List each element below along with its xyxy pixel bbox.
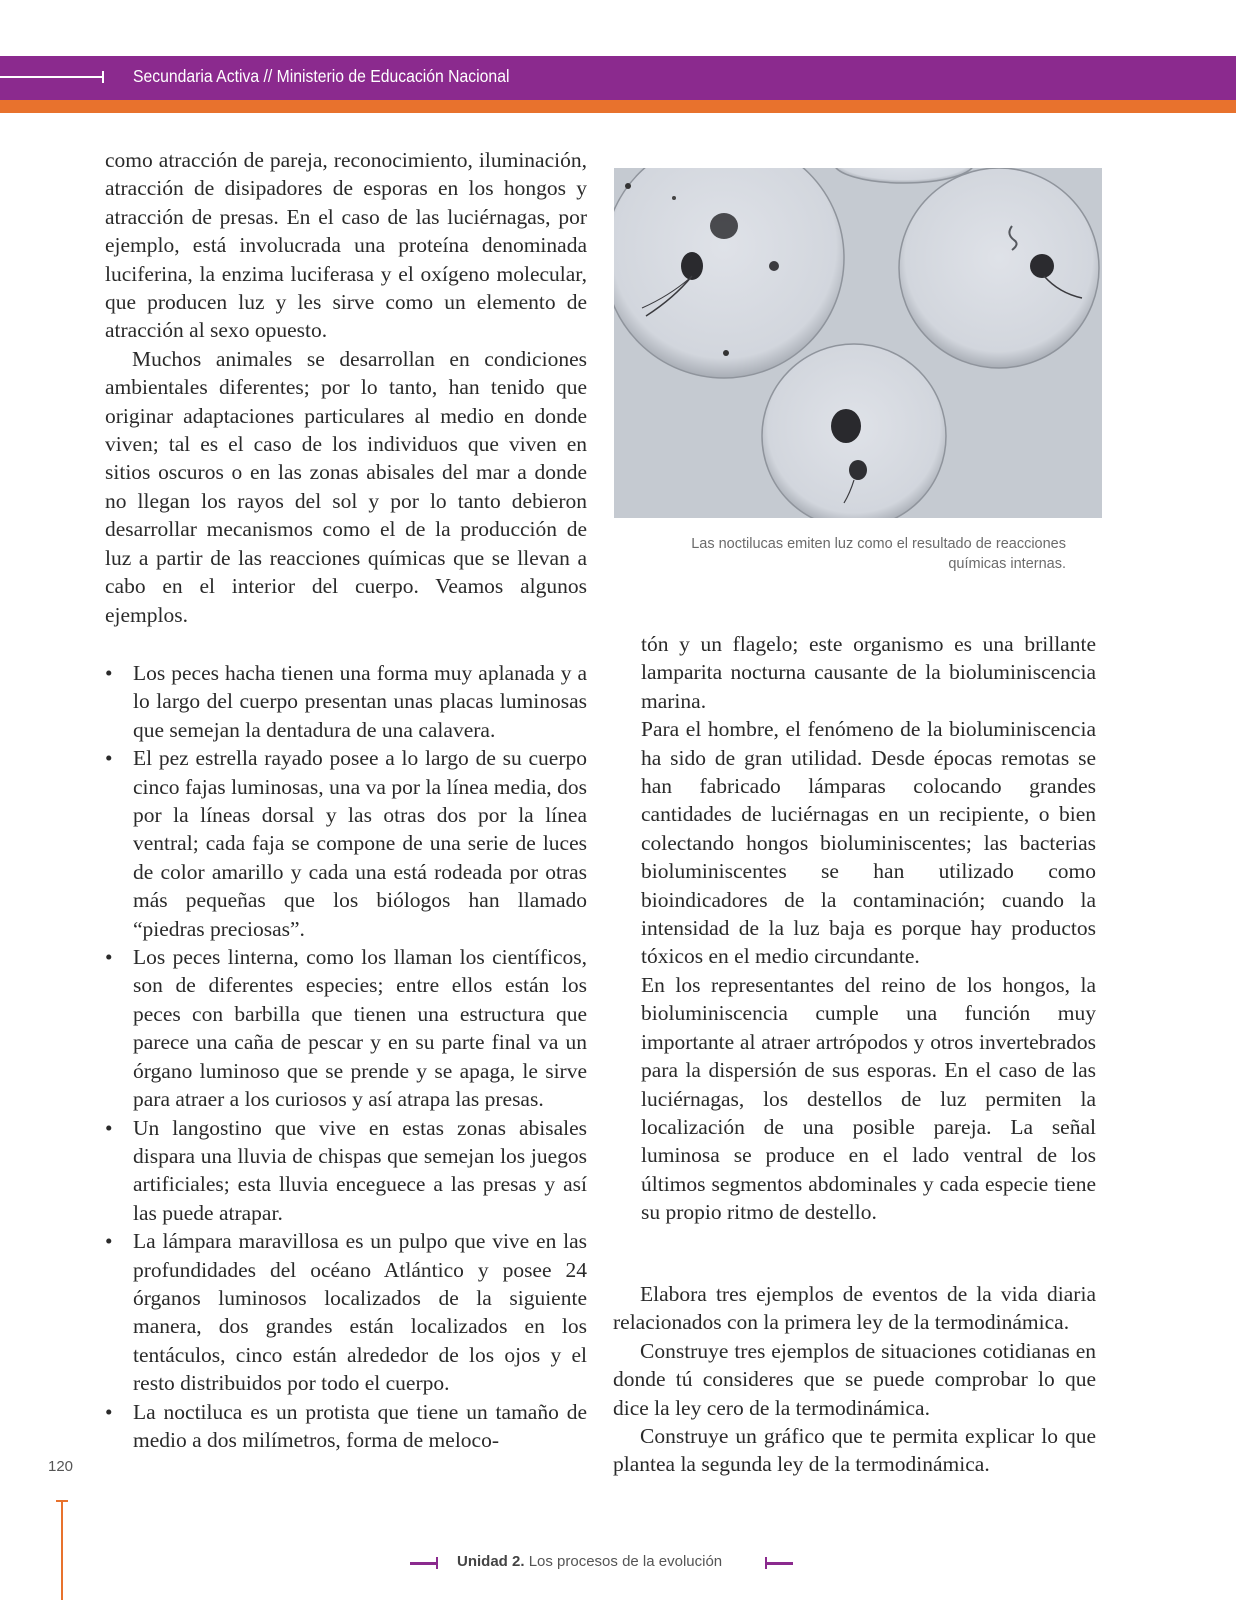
header-rule: [0, 76, 104, 78]
figure-caption: Las noctilucas emiten luz como el resultado de reacciones químicas internas.: [691, 536, 1066, 572]
footer-rule-left: [410, 1562, 438, 1565]
margin-rule: [61, 1500, 63, 1600]
paragraph: como atracción de pareja, reconocimiento, iluminación, atracción de disipadores de esporas en los hongos y atracción de presas. En el caso de las luciérnagas, por ejemplo, está involucrada una proteína denominada luciferina, la enzima luciferasa y el oxígeno molecular, que producen luz y les sirve como un elemento de atracción al sexo opuesto.: [105, 148, 587, 343]
header-rule-tick: [102, 71, 104, 83]
paragraph: Muchos animales se desarrollan en condiciones ambientales diferentes; por lo tanto, han tenido que originar adaptaciones particulares al medio en donde viven; tal es el caso de los individuos que viven en sitios oscuros o en las zonas abisales del mar a donde no llegan los rayos del sol y por lo tanto debieron desarrollar mecanismos como el de la producción de luz a partir de las reacciones químicas que se llevan a cabo en el interior del cuerpo. Veamos algunos ejemplos.: [105, 346, 587, 627]
bullet-icon: •: [105, 1229, 113, 1254]
list-item: • Un langostino que vive en estas zonas abisales dispara una lluvia de chispas que semejan los juegos artificiales; esta lluvia enceguece a las presas y así las puede atrapar.: [105, 1115, 587, 1225]
margin-rule-tick: [56, 1500, 68, 1502]
list-item: • El pez estrella rayado posee a lo largo de su cuerpo cinco fajas luminosas, una va por la línea media, dos por la líneas dorsal y las otras dos por la línea ventral; cada faja se compone de una serie de luces de color amarillo y cada una está rodeada por otras más pequeñas que los biólogos han llamado “piedras preciosas”.: [105, 746, 587, 941]
page-number: 120: [48, 1458, 74, 1475]
list-item: • La lámpara maravillosa es un pulpo que vive en las profundidades del océano Atlántico y posee 24 órganos luminosos localizados de la siguiente manera, dos grandes están localizados en los tentáculos, cinco están alrededor de los ojos y el resto distribuidos por todo el cuerpo.: [105, 1229, 587, 1396]
footer-rule-right: [765, 1562, 793, 1565]
footer-unit: Unidad 2.: [457, 1553, 525, 1570]
footer-rule-left-tick: [436, 1557, 438, 1569]
bullet-icon: •: [105, 1399, 113, 1424]
bullet-icon: •: [105, 945, 113, 970]
footer-unit-title: Los procesos de la evolución: [528, 1553, 723, 1570]
noctiluca-illustration: [614, 168, 1102, 518]
activity-item: Construye tres ejemplos de situaciones cotidianas en donde tú consideres que se puede comprobar lo que dice la ley cero de la termodinámica.: [613, 1338, 1096, 1420]
right-column: [641, 630, 1096, 1227]
header-accent-stripe: [0, 100, 1236, 113]
examples-list: [105, 659, 587, 1454]
bullet-icon: •: [105, 746, 113, 771]
footer: [410, 1553, 810, 1573]
list-item: • Los peces linterna, como los llaman los científicos, son de diferentes especies; entre ellos están los peces con barbilla que tienen una estructura que parece una caña de pescar y en su parte final va un órgano luminoso que se prende y se apaga, le sirve para atraer a los curiosos y así atrapa las presas.: [105, 945, 587, 1112]
header-title: Secundaria Activa // Ministerio de Educación Nacional: [133, 66, 510, 86]
paragraph: En los representantes del reino de los hongos, la bioluminiscencia cumple una función muy importante al atraer artrópodos y otros invertebrados para la dispersión de sus esporas. En el caso de las luciérnagas, los destellos de luz permiten la localización de una posible pareja. La señal luminosa se produce en el lado ventral de los últimos segmentos abdominales y cada especie tiene su propio ritmo de destello.: [641, 972, 1096, 1225]
footer-rule-right-tick: [765, 1557, 767, 1569]
activities: [613, 1280, 1096, 1479]
footer-title: [457, 1553, 722, 1570]
paragraph: Para el hombre, el fenómeno de la bioluminiscencia ha sido de gran utilidad. Desde épocas remotas se han fabricado lámparas colocando grandes cantidades de luciérnagas en un recipiente, o bien colectando hongos bioluminiscentes; las bacterias bioluminiscentes se han utilizado como bioindicadores de la contaminación; cuando la intensidad de la luz baja es porque hay productos tóxicos en el medio circundante.: [641, 717, 1096, 969]
list-item: • Los peces hacha tienen una forma muy aplanada y a lo largo del cuerpo presentan unas placas luminosas que semejan la dentadura de una calavera.: [105, 661, 587, 742]
activity-item: Elabora tres ejemplos de eventos de la vida diaria relacionados con la primera ley de la termodinámica.: [613, 1282, 1096, 1335]
bullet-icon: •: [105, 661, 113, 685]
list-item: • La noctiluca es un protista que tiene un tamaño de medio a dos milímetros, forma de meloco-: [105, 1399, 587, 1452]
bullet-icon: •: [105, 1115, 113, 1140]
paragraph: tón y un flagelo; este organismo es una brillante lamparita nocturna causante de la bioluminiscencia marina.: [641, 632, 1096, 713]
left-column: [105, 146, 587, 629]
noctiluca-photo: [614, 168, 1102, 518]
activity-item: Construye un gráfico que te permita explicar lo que plantea la segunda ley de la termodinámica.: [613, 1424, 1096, 1477]
